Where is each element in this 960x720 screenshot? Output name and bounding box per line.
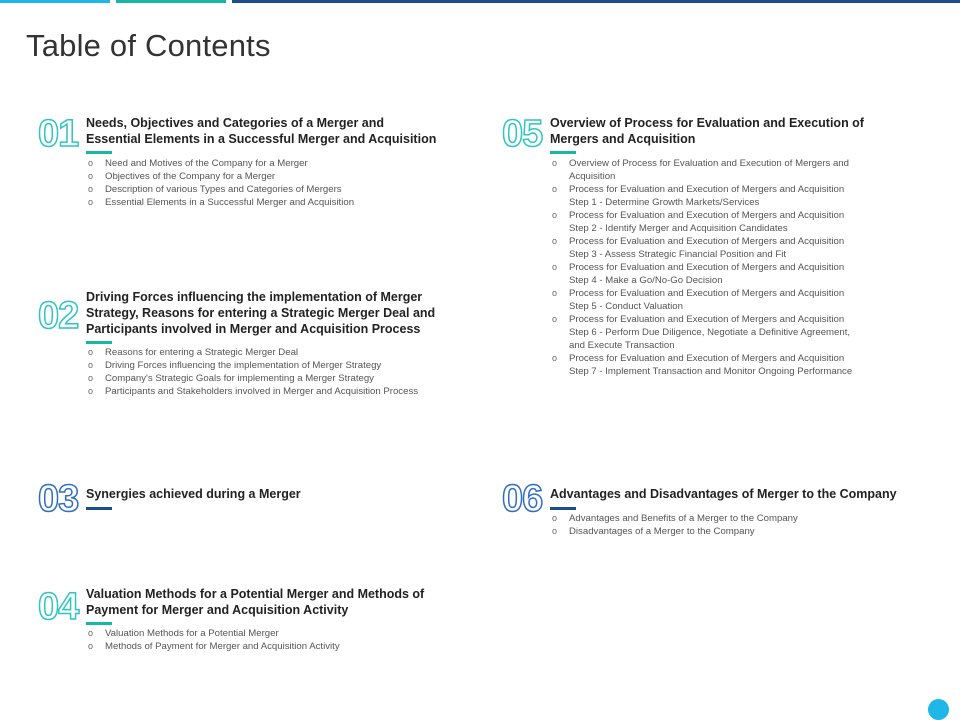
- section-heading: Overview of Process for Evaluation and Execution of Mergers and Acquisition: [550, 116, 864, 146]
- toc-section-05: [502, 115, 942, 385]
- list-item: o Process for Evaluation and Execution of Mergers and Acquisition Step 4 - Make a Go/No-Go Decision: [550, 261, 852, 287]
- list-item: o Need and Motives of the Company for a Merger: [86, 157, 354, 170]
- list-item: o Process for Evaluation and Execution of Mergers and Acquisition Step 3 - Assess Strategic Financial Position and Fit: [550, 235, 852, 261]
- list-item: o Valuation Methods for a Potential Merger: [86, 627, 340, 640]
- section-rule: [550, 151, 576, 154]
- list-item: o Process for Evaluation and Execution of Mergers and Acquisition Step 6 - Perform Due Diligence, Negotiate a Definitive Agreement, and Execute Transaction: [550, 313, 852, 352]
- section-items: [550, 157, 852, 378]
- section-number: 03: [38, 478, 79, 520]
- list-item: o Process for Evaluation and Execution of Mergers and Acquisition Step 5 - Conduct Valuation: [550, 287, 852, 313]
- list-item: o Advantages and Benefits of a Merger to the Company: [550, 512, 798, 525]
- top-accent-bar-teal: [116, 0, 226, 3]
- section-heading: Needs, Objectives and Categories of a Merger and Essential Elements in a Successful Merger and Acquisition: [86, 116, 437, 146]
- list-item: o Process for Evaluation and Execution of Mergers and Acquisition Step 1 - Determine Growth Markets/Services: [550, 183, 852, 209]
- corner-dot-icon: [928, 699, 949, 720]
- section-heading: Advantages and Disadvantages of Merger to the Company: [550, 487, 897, 501]
- list-item: o Objectives of the Company for a Merger: [86, 170, 354, 183]
- section-rule: [86, 341, 112, 344]
- section-items: [86, 346, 418, 398]
- toc-section-03: [38, 480, 478, 520]
- section-items: [550, 512, 798, 538]
- list-item: o Methods of Payment for Merger and Acquisition Activity: [86, 640, 340, 653]
- section-number: 05: [502, 113, 543, 155]
- section-items: [86, 157, 354, 209]
- list-item: o Driving Forces influencing the implementation of Merger Strategy: [86, 359, 418, 372]
- list-item: o Reasons for entering a Strategic Merger Deal: [86, 346, 418, 359]
- toc-section-06: [502, 480, 947, 545]
- page-title: Table of Contents: [26, 28, 271, 63]
- section-rule: [86, 151, 112, 154]
- section-number: 06: [502, 478, 543, 520]
- list-item: o Disadvantages of a Merger to the Company: [550, 525, 798, 538]
- section-heading: Driving Forces influencing the implementation of Merger Strategy, Reasons for entering a Strategic Merger Deal and Participants involved in Merger and Acquisition Process: [86, 290, 436, 336]
- section-heading: Synergies achieved during a Merger: [86, 487, 301, 501]
- toc-section-01: [38, 115, 478, 225]
- list-item: o Process for Evaluation and Execution of Mergers and Acquisition Step 7 - Implement Transaction and Monitor Ongoing Performance: [550, 352, 852, 378]
- toc-section-04: [38, 586, 478, 661]
- toc-section-02: [38, 289, 478, 409]
- list-item: o Overview of Process for Evaluation and Execution of Mergers and Acquisition: [550, 157, 852, 183]
- section-heading: Valuation Methods for a Potential Merger and Methods of Payment for Merger and Acquisition Activity: [86, 587, 425, 617]
- section-rule: [86, 622, 112, 625]
- list-item: o Participants and Stakeholders involved in Merger and Acquisition Process: [86, 385, 418, 398]
- list-item: o Description of various Types and Categories of Mergers: [86, 183, 354, 196]
- section-number: 01: [38, 113, 79, 155]
- list-item: o Process for Evaluation and Execution of Mergers and Acquisition Step 2 - Identify Merger and Acquisition Candidates: [550, 209, 852, 235]
- section-items: [86, 627, 340, 653]
- section-number: 02: [38, 295, 79, 337]
- list-item: o Company's Strategic Goals for implementing a Merger Strategy: [86, 372, 418, 385]
- section-number: 04: [38, 586, 79, 628]
- top-accent-bar-cyan: [0, 0, 110, 3]
- top-accent-bar-navy: [232, 0, 960, 3]
- section-rule: [86, 507, 112, 510]
- section-rule: [550, 507, 576, 510]
- list-item: o Essential Elements in a Successful Merger and Acquisition: [86, 196, 354, 209]
